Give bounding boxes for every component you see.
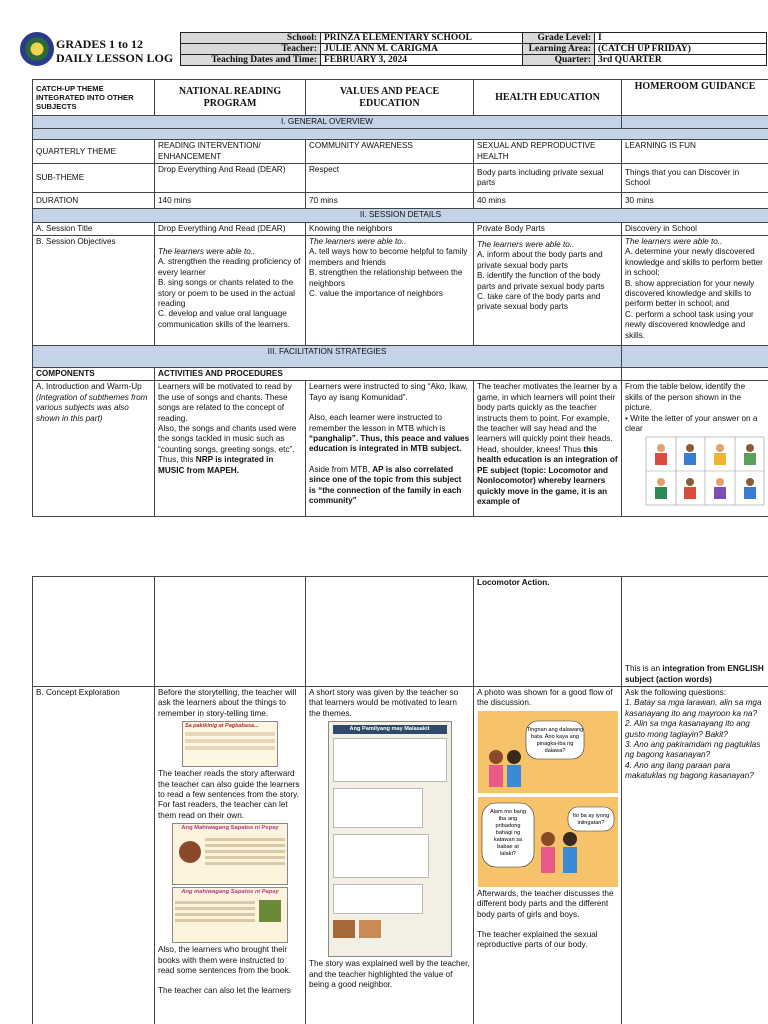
- teacher-label: Teacher:: [181, 44, 321, 55]
- objectives-label: B. Session Objectives: [33, 236, 155, 346]
- concept-exploration-label: B. Concept Exploration: [33, 687, 155, 1024]
- intro-warmup-row: [33, 381, 768, 517]
- vpe-objectives: The learners were able to.. A. tell ways how to become helpful to family members and friends B. strengthen the relationship between the neighbors C. value the importance of neighbors: [306, 236, 474, 346]
- quarterly-theme-row: QUARTERLY THEME READING INTERVENTION/ ENHANCEMENT COMMUNITY AWARENESS SEXUAL AND REPRODUCTIVE HEALTH LEARNING IS FUN: [33, 140, 768, 164]
- quarterly-theme-label: QUARTERLY THEME: [33, 140, 155, 164]
- nrp-column-header: NATIONAL READING PROGRAM: [155, 80, 306, 116]
- lesson-log-table-page-1: [32, 79, 768, 517]
- session-title-row: A. Session Title Drop Everything And Read (DEAR) Knowing the neighbors Private Body Parts Discovery in School: [33, 222, 768, 235]
- header-info-table: [180, 32, 767, 66]
- homeroom-objectives: The learners were able to.. A. determine your newly discovered knowledge and skills to perform better in school; B. show appreciation for your newly discovered knowledge and skills to perform better in school; and C. perform a school task using your newly discovered knowledge and skills.: [622, 236, 768, 346]
- session-details-band: II. SESSION DETAILS: [33, 209, 768, 222]
- family-icon: [359, 920, 381, 938]
- story-sheet-image: Ang Pamilyang may Malasakit: [328, 721, 452, 957]
- intro-warmup-label: A. Introduction and Warm-Up (Integration of subthemes from various subjects was also shown in this part): [33, 381, 155, 517]
- quarter-label: Quarter:: [523, 55, 595, 66]
- vpe-intro: Learners were instructed to sing “Ako, Ikaw, Tayo ay isang Komunidad”. Also, each learner were instructed to remember the lesson in MTB which is “panghalip”. Thus, this peace and values education is integrated in MTB subject. Aside from MTB, AP is also correlated since one of the topic from this subject is “the connection of the family in each community”: [306, 381, 474, 517]
- story-page-1-image: Ang Mahiwagang Sapatos ni Pepay: [172, 823, 288, 885]
- theme-column-header: CATCH-UP THEME INTEGRATED INTO OTHER SUBJECTS: [33, 80, 155, 116]
- nrp-objectives: The learners were able to.. A. strengthen the reading proficiency of every learner B. sing songs or chants related to the story or poem to be used in the actual reading C. develop and value oral language communication skills of the learners.: [155, 236, 306, 346]
- children-illustration-icon: [259, 900, 281, 922]
- grade-value: I: [595, 33, 767, 44]
- girl-illustration-icon: [179, 841, 201, 863]
- subtheme-label: SUB-THEME: [33, 164, 155, 193]
- vpe-concept: A short story was given by the teacher so that learners would be motivated to learn the themes. Ang Pamilyang may Malasakit The story was explained well by the teacher, and the teacher highlighted the value of being a good neighbor.: [306, 687, 474, 1024]
- activities-label: ACTIVITIES AND PROCEDURES: [155, 368, 622, 381]
- speech-bubble-2: Alam mo bang iba ang pribadong bahagi ng katawan sa babae at lalaki?: [489, 808, 526, 857]
- lesson-log-table-page-2: [32, 576, 768, 1024]
- nrp-intro: Learners will be motivated to read by the use of songs and chants. These songs are related to the concept of reading. Also, the songs and chants used were the songs tackled in music such as “counting songs, greeting songs, etc”. Thus, this NRP is integrated in MUSIC from MAPEH.: [155, 381, 306, 517]
- facilitation-strategies-band: III. FACILITATION STRATEGIES: [33, 346, 768, 368]
- grade-label: Grade Level:: [523, 33, 595, 44]
- document-header: [20, 32, 768, 70]
- homeroom-concept: Ask the following questions: 1. Batay sa mga larawan, alin sa mga kasanayang ito ang mayroon ka na? 2. Alin sa mga kasanayang ito ang gusto mong taglayin? Bakit? 3. Ano ang pakiramdam ng pagtuklas ng bagong kasanayan? 4. Ano ang ilang paraan para makatuklas ng bagong kasanayan?: [622, 687, 768, 1024]
- school-label: School:: [181, 33, 321, 44]
- teacher-value: JULIE ANN M. CARIGMA: [321, 44, 523, 55]
- quarter-value: 3rd QUARTER: [595, 55, 767, 66]
- objectives-row: [33, 236, 768, 346]
- area-label: Learning Area:: [523, 44, 595, 55]
- duration-row: DURATION 140 mins 70 mins 40 mins 30 mins: [33, 193, 768, 209]
- health-concept: A photo was shown for a good flow of the discussion. Tingnan ang dalawang bata. Ano kaya ang pinagka-iba ng dalawa? Alam mo bang iba ang pribadong bahagi ng katawan sa babae at lalaki? Ito ba ay iyong iniingatan? Afterwards, the teacher discusses the different body parts and the different body parts of girls and boys. The teacher explained the sexual reproductive parts of our body.: [474, 687, 622, 1024]
- components-row: [33, 368, 768, 381]
- health-intro-continued: Locomotor Action.: [474, 577, 622, 687]
- reading-rules-image: Sa pakikinig at Pagbabasa...: [182, 721, 278, 767]
- skills-pictures-grid: [645, 436, 765, 506]
- log-title: GRADES 1 to 12 DAILY LESSON LOG: [56, 37, 174, 65]
- health-column-header: HEALTH EDUCATION: [474, 80, 622, 116]
- dates-label: Teaching Dates and Time:: [181, 55, 321, 66]
- homeroom-intro-note: This is an integration from ENGLISH subject (action words): [622, 577, 768, 687]
- nrp-concept: Before the storytelling, the teacher will ask the learners about the things to remember in story-telling time. Sa pakikinig at Pagbabasa... The teacher reads the story afterward the teacher can also guide the learners to read a few sentences from the story. For fast readers, the teacher can let them read on their own. Ang Mahiwagang Sapatos ni Pepay Ang mahiwagang Sapatos ni Pepay Also, the learners who brought their books with them were instructed to read some sentences from the book. The teacher can also let the learners: [155, 687, 306, 1024]
- story-page-2-image: Ang mahiwagang Sapatos ni Pepay: [172, 887, 288, 943]
- speech-bubble-3: Ito ba ay iyong iniingatan?: [572, 812, 609, 826]
- components-label: COMPONENTS: [33, 368, 155, 381]
- homeroom-intro: From the table below, identify the skills of the person shown in the picture. • Write the letter of your answer on a clear: [622, 381, 768, 517]
- intro-warmup-continued-row: [33, 577, 768, 687]
- vpe-column-header: VALUES AND PEACE EDUCATION: [306, 80, 474, 116]
- homeroom-column-header: HOMEROOM GUIDANCE: [622, 80, 768, 116]
- health-objectives: The learners were able to.. A. inform about the body parts and private sexual body parts B. identify the function of the body parts and private sexual body parts C. take care of the body parts and private sexual body parts: [474, 236, 622, 346]
- column-header-row: [33, 80, 768, 116]
- general-overview-band: I. GENERAL OVERVIEW: [33, 116, 768, 129]
- deped-seal-icon: [20, 32, 54, 66]
- dates-value: FEBRUARY 3, 2024: [321, 55, 523, 66]
- concept-exploration-row: [33, 687, 768, 1024]
- speech-bubble-1: Tingnan ang dalawang bata. Ano kaya ang pinagka-iba ng dalawa?: [526, 726, 583, 754]
- school-value: PRINZA ELEMENTARY SCHOOL: [321, 33, 523, 44]
- health-intro: The teacher motivates the learner by a game, in which learners will point their body parts quickly as the teacher instructs them to point. For example, the teacher will say head and the learners will quickly point their heads. Head, shoulder, knees! Thus this health education is an integration of PE subject (topic: Locomotor and Nonlocomotor) whereby learners quickly move in the game, it is an example of: [474, 381, 622, 517]
- subtheme-row: SUB-THEME Drop Everything And Read (DEAR) Respect Body parts including private sexual parts Things that you can Discover in School: [33, 164, 768, 193]
- area-value: (CATCH UP FRIDAY): [595, 44, 767, 55]
- session-title-label: A. Session Title: [33, 222, 155, 235]
- house-icon: [333, 920, 355, 938]
- body-parts-discussion-image: [478, 711, 618, 887]
- duration-label: DURATION: [33, 193, 155, 209]
